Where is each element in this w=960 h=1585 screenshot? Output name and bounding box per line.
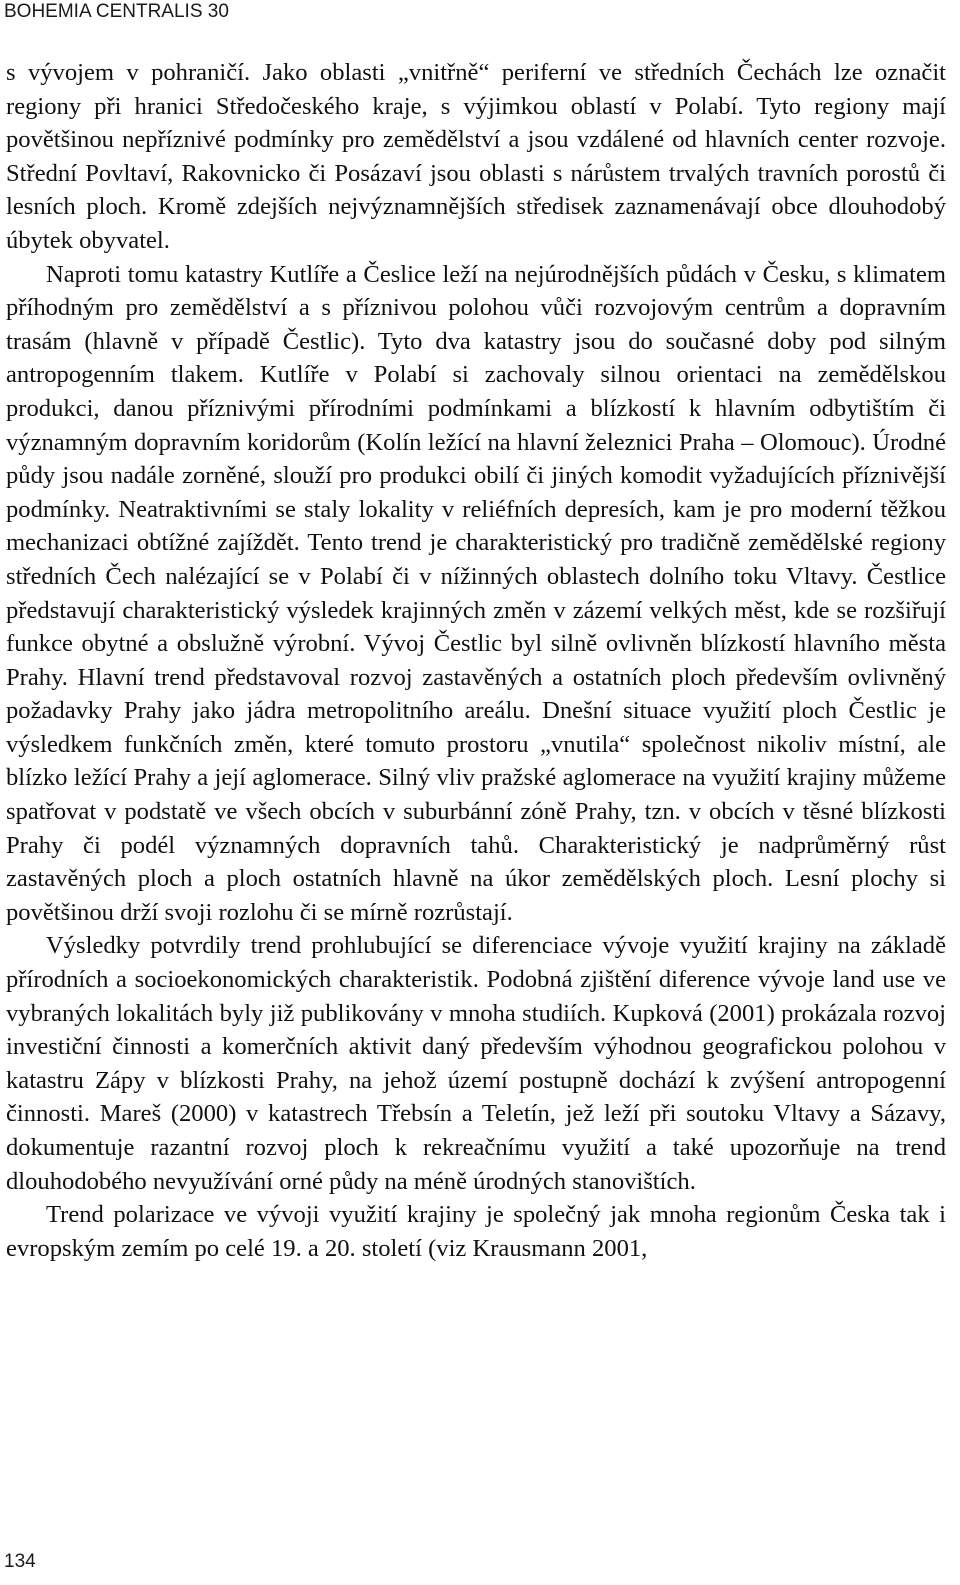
body-text: [6, 56, 946, 1265]
paragraph: s vývojem v pohraničí. Jako oblasti „vnitřně“ periferní ve středních Čechách lze označit regiony při hranici Středočeského kraje, s výjimkou oblastí v Polabí. Tyto regiony mají povětšinou nepříznivé podmínky pro zemědělství a jsou vzdálené od hlavních center rozvoje. Střední Povltaví, Rakovnicko či Posázaví jsou oblasti s nárůstem trvalých travních porostů či lesních ploch. Kromě zdejších nejvýznamnějších středisek zaznamenávají obce dlouhodobý úbytek obyvatel.: [6, 59, 946, 254]
page-number: 134: [4, 1551, 36, 1572]
paragraph: Výsledky potvrdily trend prohlubující se diferenciace vývoje využití krajiny na základě přírodních a socioekonomických charakteristik. Podobná zjištění diference vývoje land use ve vybraných lokalitách byly již publikovány v mnoha studiích. Kupková (2001) prokázala rozvoj investiční činnosti a komerčních aktivit daný především výhodnou geografickou polohou v katastru Zápy v blízkosti Prahy, na jehož území postupně dochází k zvýšení antropogenní činnosti. Mareš (2000) v katastrech Třebsín a Teletín, jež leží při soutoku Vltavy a Sázavy, dokumentuje razantní rozvoj ploch k rekreačnímu využití a také upozorňuje na trend dlouhodobého nevyužívání orné půdy na méně úrodných stanovištích.: [6, 932, 946, 1195]
paragraph: Trend polarizace ve vývoji využití krajiny je společný jak mnoha regionům Česka tak i evropským zemím po celé 19. a 20. století (viz Krausmann 2001,: [6, 1201, 946, 1262]
running-header: BOHEMIA CENTRALIS 30: [4, 1, 229, 22]
paragraph: Naproti tomu katastry Kutlíře a Česlice leží na nejúrodnějších půdách v Česku, s klimatem příhodným pro zemědělství a s příznivou polohou vůči rozvojovým centrům a dopravním trasám (hlavně v případě Čestlic). Tyto dva katastry jsou do současné doby pod silným antropogenním tlakem. Kutlíře v Polabí si zachovaly silnou orientaci na zemědělskou produkci, danou příznivými přírodními podmínkami a blízkostí k hlavním odbytištím či významným dopravním koridorům (Kolín ležící na hlavní železnici Praha – Olomouc). Úrodné půdy jsou nadále zorněné, slouží pro produkci obilí či jiných komodit vyžadujících příznivější podmínky. Neatraktivními se staly lokality v reliéfních depresích, kam je pro moderní těžkou mechanizaci obtížné zajíždět. Tento trend je charakteristický pro tradičně zemědělské regiony středních Čech nalézající se v Polabí či v nížinných oblastech dolního toku Vltavy. Čestlice představují charakteristický výsledek krajinných změn v zázemí velkých měst, kde se rozšiřují funkce obytné a obslužně výrobní. Vývoj Čestlic byl silně ovlivněn blízkostí hlavního města Prahy. Hlavní trend představoval rozvoj zastavěných a ostatních ploch především ovlivněný požadavky Prahy jako jádra metropolitního areálu. Dnešní situace využití ploch Čestlic je výsledkem funkčních změn, které tomuto prostoru „vnutila“ společnost nikoliv místní, ale blízko ležící Prahy a její aglomerace. Silný vliv pražské aglomerace na využití krajiny můžeme spatřovat v podstatě ve všech obcích v suburbánní zóně Prahy, tzn. v obcích v těsné blízkosti Prahy či podél významných dopravních tahů. Charakteristický je nadprůměrný růst zastavěných ploch a ploch ostatních hlavně na úkor zemědělských ploch. Lesní plochy si povětšinou drží svoji rozlohu či se mírně rozrůstají.: [6, 260, 946, 926]
